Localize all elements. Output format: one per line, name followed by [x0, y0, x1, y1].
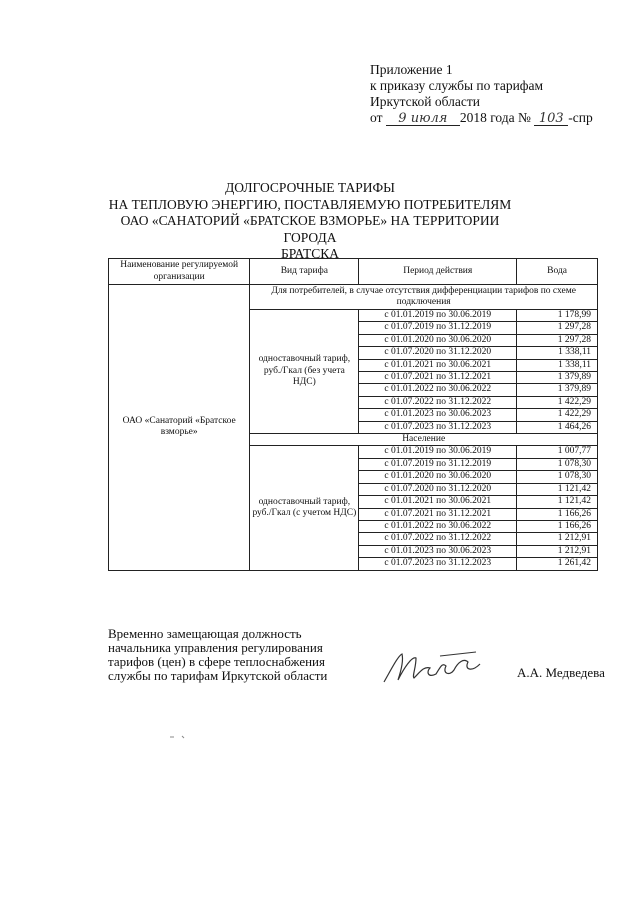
period-cell: с 01.07.2021 по 31.12.2021 [359, 508, 517, 520]
organization-cell: ОАО «Санаторий «Братское взморье» [109, 285, 250, 571]
order-suffix: -спр [568, 110, 593, 125]
appendix-line-3: Иркутской области [370, 94, 481, 109]
tariff-table [108, 258, 598, 571]
water-value-cell: 1 078,30 [517, 458, 598, 470]
header-period: Период действия [359, 259, 517, 285]
appendix-line-1: Приложение 1 [370, 62, 453, 77]
water-value-cell: 1 297,28 [517, 334, 598, 346]
period-cell: с 01.07.2022 по 31.12.2022 [359, 396, 517, 408]
period-cell: с 01.01.2022 по 30.06.2022 [359, 384, 517, 396]
period-cell: с 01.07.2021 по 31.12.2021 [359, 372, 517, 384]
water-value-cell: 1 338,11 [517, 359, 598, 371]
title-line-4: БРАТСКА [280, 246, 340, 261]
period-cell: с 01.07.2019 по 31.12.2019 [359, 458, 517, 470]
signatory-name: А.А. Медведева [517, 665, 605, 680]
table-header-row [109, 259, 598, 285]
water-value-cell: 1 212,91 [517, 545, 598, 557]
water-value-cell: 1 212,91 [517, 533, 598, 545]
document-title [100, 180, 520, 263]
water-value-cell: 1 297,28 [517, 322, 598, 334]
water-value-cell: 1 007,77 [517, 446, 598, 458]
water-value-cell: 1 379,89 [517, 372, 598, 384]
handwritten-signature [380, 648, 490, 688]
group1-tariff-type: одноставочный тариф, руб./Гкал (без учета НДС) [250, 310, 359, 434]
water-value-cell: 1 166,26 [517, 508, 598, 520]
appendix-line-2: к приказу службы по тарифам [370, 78, 544, 93]
group1-label-row [109, 285, 598, 310]
period-cell: с 01.01.2019 по 30.06.2019 [359, 310, 517, 322]
scan-mark [170, 735, 190, 739]
header-water: Вода [517, 259, 598, 285]
period-cell: с 01.07.2019 по 31.12.2019 [359, 322, 517, 334]
signatory-position [108, 627, 327, 683]
water-value-cell: 1 379,89 [517, 384, 598, 396]
water-value-cell: 1 121,42 [517, 496, 598, 508]
period-cell: с 01.01.2020 по 30.06.2020 [359, 334, 517, 346]
water-value-cell: 1 178,99 [517, 310, 598, 322]
group2-label: Население [250, 434, 598, 446]
period-cell: с 01.01.2023 по 30.06.2023 [359, 545, 517, 557]
period-cell: с 01.01.2020 по 30.06.2020 [359, 471, 517, 483]
period-cell: с 01.01.2023 по 30.06.2023 [359, 409, 517, 421]
period-cell: с 01.01.2022 по 30.06.2022 [359, 520, 517, 532]
water-value-cell: 1 422,29 [517, 396, 598, 408]
water-value-cell: 1 166,26 [517, 520, 598, 532]
appendix-header [370, 62, 593, 126]
period-cell: с 01.01.2019 по 30.06.2019 [359, 446, 517, 458]
water-value-cell: 1 261,42 [517, 558, 598, 570]
title-line-3: ОАО «САНАТОРИЙ «БРАТСКОЕ ВЗМОРЬЕ» НА ТЕРРИТОРИИ ГОРОДА [120, 213, 500, 245]
appendix-order-line [370, 110, 593, 126]
period-cell: с 01.01.2021 по 30.06.2021 [359, 359, 517, 371]
water-value-cell: 1 121,42 [517, 483, 598, 495]
title-line-2: НА ТЕПЛОВУЮ ЭНЕРГИЮ, ПОСТАВЛЯЕМУЮ ПОТРЕБИТЕЛЯМ [108, 196, 512, 212]
period-cell: с 01.01.2021 по 30.06.2021 [359, 496, 517, 508]
position-line-1: Временно замещающая должность [108, 626, 302, 641]
water-value-cell: 1 422,29 [517, 409, 598, 421]
water-value-cell: 1 464,26 [517, 421, 598, 433]
header-organization: Наименование регулируемой организации [109, 259, 250, 285]
period-cell: с 01.07.2023 по 31.12.2023 [359, 421, 517, 433]
position-line-4: службы по тарифам Иркутской области [108, 668, 328, 683]
group2-tariff-type: одноставочный тариф, руб./Гкал (с учетом НДС) [250, 446, 359, 570]
position-line-2: начальника управления регулирования [108, 640, 323, 655]
period-cell: с 01.07.2020 по 31.12.2020 [359, 483, 517, 495]
water-value-cell: 1 078,30 [517, 471, 598, 483]
order-from-prefix: от [370, 110, 383, 125]
tariff-table-body [109, 285, 598, 571]
period-cell: с 01.07.2022 по 31.12.2022 [359, 533, 517, 545]
water-value-cell: 1 338,11 [517, 347, 598, 359]
title-line-1: ДОЛГОСРОЧНЫЕ ТАРИФЫ [225, 180, 395, 195]
header-tariff-type: Вид тарифа [250, 259, 359, 285]
group1-label: Для потребителей, в случае отсутствия дифференциации тарифов по схеме подключения [250, 285, 598, 310]
period-cell: с 01.07.2020 по 31.12.2020 [359, 347, 517, 359]
order-date-handwritten: 9 июля [386, 112, 460, 126]
position-line-3: тарифов (цен) в сфере теплоснабжения [108, 654, 325, 669]
period-cell: с 01.07.2023 по 31.12.2023 [359, 558, 517, 570]
order-number-handwritten: 103 [534, 112, 568, 126]
order-year-text: 2018 года № [459, 110, 531, 125]
